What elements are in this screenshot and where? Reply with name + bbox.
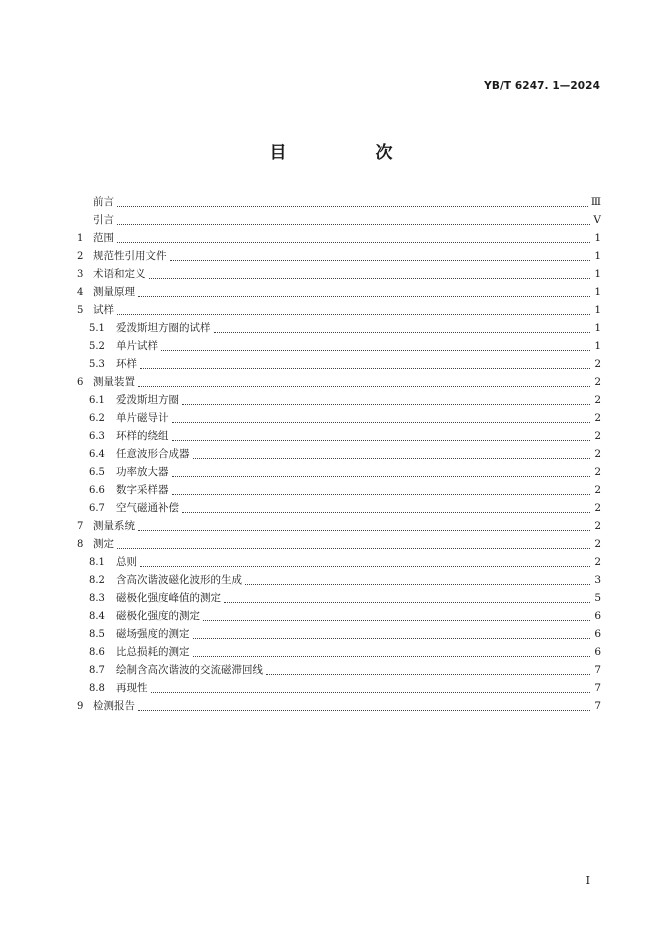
toc-entry[interactable]: [77, 607, 601, 625]
toc-entry-number: 8: [77, 539, 84, 550]
toc-dot-leader: [170, 251, 591, 261]
toc-entry-label: 含高次谐波磁化波形的生成: [116, 574, 242, 586]
toc-entry-label: 磁极化强度的测定: [116, 610, 200, 622]
toc-entry-label: 范围: [93, 232, 114, 244]
toc-entry-number: 8.4: [89, 611, 105, 622]
toc-entry-number: 6.1: [89, 395, 105, 406]
toc-dot-leader: [172, 467, 591, 477]
toc-entry-label: 测量装置: [93, 376, 135, 388]
toc-entry[interactable]: [77, 283, 601, 301]
toc-entry-number: 5.1: [89, 323, 105, 334]
toc-entry-label: 空气磁通补偿: [116, 502, 179, 514]
toc-entry-label: 单片试样: [116, 340, 158, 352]
toc-dot-leader: [203, 611, 590, 621]
toc-dot-leader: [149, 269, 591, 279]
document-code: YB/T 6247. 1—2024: [484, 80, 600, 92]
toc-entry-page: Ⅴ: [593, 214, 601, 226]
toc-entry-label: 试样: [93, 304, 114, 316]
toc-entry-page: 1: [594, 286, 601, 298]
toc-entry-page: 2: [594, 430, 601, 442]
toc-entry[interactable]: [77, 553, 601, 571]
toc-dot-leader: [161, 341, 590, 351]
toc-dot-leader: [138, 521, 590, 531]
toc-entry[interactable]: [77, 571, 601, 589]
toc-entry-page: 6: [594, 646, 601, 658]
toc-title: 目 次: [269, 143, 429, 163]
toc-entry-page: 2: [594, 448, 601, 460]
toc-entry-label: 绘制含高次谐波的交流磁滞回线: [116, 664, 263, 676]
toc-dot-leader: [193, 647, 591, 657]
toc-entry-number: 8.2: [89, 575, 105, 586]
toc-entry-page: 2: [594, 484, 601, 496]
toc-entry-page: 2: [594, 394, 601, 406]
toc-dot-leader: [117, 215, 590, 225]
toc-entry-page: 2: [594, 502, 601, 514]
toc-entry[interactable]: [77, 427, 601, 445]
toc-entry-number: 1: [77, 233, 84, 244]
toc-entry-number: 7: [77, 521, 84, 532]
toc-entry-label: 磁极化强度峰值的测定: [116, 592, 221, 604]
toc-entry-number: 6.6: [89, 485, 105, 496]
toc-entry[interactable]: [77, 355, 601, 373]
toc-dot-leader: [117, 233, 590, 243]
toc-entry-number: 8.6: [89, 647, 105, 658]
toc-entry-number: 8.7: [89, 665, 105, 676]
toc-entry-number: 5.3: [89, 359, 105, 370]
toc-dot-leader: [140, 359, 590, 369]
toc-dot-leader: [224, 593, 590, 603]
toc-entry-label: 环样的绕组: [116, 430, 169, 442]
toc-entry[interactable]: [77, 625, 601, 643]
toc-entry-label: 比总损耗的测定: [116, 646, 190, 658]
toc-entry-label: 引言: [93, 214, 114, 226]
toc-entry-page: 2: [594, 556, 601, 568]
toc-dot-leader: [193, 629, 591, 639]
toc-entry-page: 7: [594, 664, 601, 676]
toc-entry[interactable]: [77, 229, 601, 247]
toc-entry-label: 磁场强度的测定: [116, 628, 190, 640]
toc-entry[interactable]: [77, 319, 601, 337]
toc-entry-number: 9: [77, 701, 84, 712]
toc-dot-leader: [172, 413, 591, 423]
toc-entry-page: 2: [594, 358, 601, 370]
toc-entry-number: 8.1: [89, 557, 105, 568]
toc-entry-label: 任意波形合成器: [116, 448, 190, 460]
toc-entry-page: 1: [594, 268, 601, 280]
toc-entry-label: 规范性引用文件: [93, 250, 167, 262]
toc-entry-number: 6.2: [89, 413, 105, 424]
page-number: I: [585, 874, 590, 887]
toc-entry[interactable]: [77, 589, 601, 607]
toc-entry-label: 前言: [93, 196, 114, 208]
toc-entry-number: 2: [77, 251, 84, 262]
toc-entry-page: 1: [594, 250, 601, 262]
toc-entry-page: 1: [594, 340, 601, 352]
toc-entry-label: 再现性: [116, 682, 148, 694]
toc-entry-page: 2: [594, 412, 601, 424]
toc-entry[interactable]: [77, 247, 601, 265]
toc-entry-page: 1: [594, 304, 601, 316]
toc-entry[interactable]: [77, 211, 601, 229]
toc-entry[interactable]: [77, 535, 601, 553]
toc-entry-number: 8.3: [89, 593, 105, 604]
toc-entry-number: 5.2: [89, 341, 105, 352]
toc-entry[interactable]: [77, 463, 601, 481]
toc-entry-page: 2: [594, 538, 601, 550]
toc-entry-number: 3: [77, 269, 84, 280]
toc-dot-leader: [117, 539, 590, 549]
toc-dot-leader: [193, 449, 591, 459]
toc-dot-leader: [214, 323, 591, 333]
toc-entry-page: 7: [594, 682, 601, 694]
toc-entry[interactable]: [77, 697, 601, 715]
toc-entry-page: 2: [594, 520, 601, 532]
toc-entry-label: 功率放大器: [116, 466, 169, 478]
toc-entry[interactable]: [77, 643, 601, 661]
toc-entry-page: 1: [594, 322, 601, 334]
toc-entry[interactable]: [77, 481, 601, 499]
toc-entry[interactable]: [77, 661, 601, 679]
toc-entry-label: 环样: [116, 358, 137, 370]
toc-dot-leader: [182, 395, 590, 405]
toc-entry-label: 测量系统: [93, 520, 135, 532]
toc-entry-label: 数字采样器: [116, 484, 169, 496]
toc-entry-number: 5: [77, 305, 84, 316]
toc-entry[interactable]: [77, 409, 601, 427]
toc-entry-number: 6.7: [89, 503, 105, 514]
toc-entry-page: 7: [594, 700, 601, 712]
toc-entry-page: 3: [594, 574, 601, 586]
toc-entry-label: 单片磁导计: [116, 412, 169, 424]
toc-entry-label: 爱泼斯坦方圈的试样: [116, 322, 211, 334]
toc-entry-page: Ⅲ: [590, 196, 601, 208]
toc-entry-page: 2: [594, 466, 601, 478]
toc-entry-page: 6: [594, 610, 601, 622]
toc-entry[interactable]: [77, 499, 601, 517]
toc-entry-label: 测量原理: [93, 286, 135, 298]
toc-entry-number: 8.8: [89, 683, 105, 694]
toc-entry-number: 6.3: [89, 431, 105, 442]
table-of-contents: [77, 193, 601, 715]
toc-entry-number: 6: [77, 377, 84, 388]
toc-entry-page: 5: [594, 592, 601, 604]
toc-entry-label: 检测报告: [93, 700, 135, 712]
toc-dot-leader: [182, 503, 590, 513]
toc-dot-leader: [140, 557, 590, 567]
toc-dot-leader: [266, 665, 590, 675]
toc-entry[interactable]: [77, 391, 601, 409]
toc-dot-leader: [138, 377, 590, 387]
toc-entry[interactable]: [77, 193, 601, 211]
toc-entry-page: 2: [594, 376, 601, 388]
toc-entry[interactable]: [77, 517, 601, 535]
toc-dot-leader: [172, 431, 591, 441]
toc-dot-leader: [151, 683, 591, 693]
toc-dot-leader: [117, 197, 588, 207]
toc-entry-label: 总则: [116, 556, 137, 568]
toc-entry-page: 1: [594, 232, 601, 244]
toc-entry[interactable]: [77, 265, 601, 283]
toc-entry-number: 6.5: [89, 467, 105, 478]
toc-dot-leader: [138, 287, 590, 297]
toc-dot-leader: [245, 575, 590, 585]
toc-dot-leader: [117, 305, 590, 315]
toc-entry[interactable]: [77, 679, 601, 697]
toc-entry[interactable]: [77, 373, 601, 391]
toc-entry[interactable]: [77, 337, 601, 355]
toc-entry-label: 术语和定义: [93, 268, 146, 280]
toc-entry-page: 6: [594, 628, 601, 640]
toc-entry-label: 爱泼斯坦方圈: [116, 394, 179, 406]
toc-entry[interactable]: [77, 301, 601, 319]
toc-dot-leader: [172, 485, 591, 495]
toc-entry[interactable]: [77, 445, 601, 463]
toc-entry-number: 8.5: [89, 629, 105, 640]
toc-entry-number: 6.4: [89, 449, 105, 460]
toc-dot-leader: [138, 701, 590, 711]
toc-entry-number: 4: [77, 287, 84, 298]
toc-entry-label: 测定: [93, 538, 114, 550]
